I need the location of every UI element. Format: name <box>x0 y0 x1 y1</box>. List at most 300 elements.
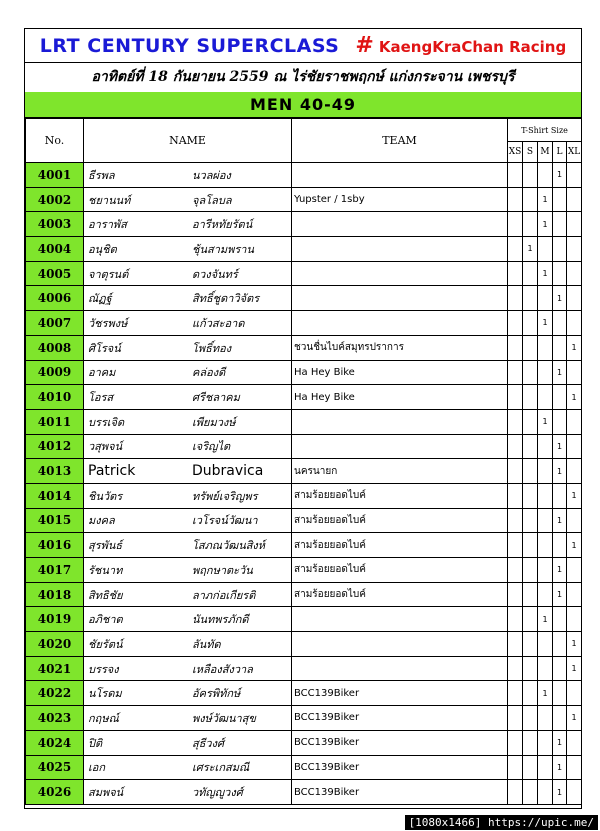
bib-number: 4021 <box>26 656 84 681</box>
last-name: ชุ้นสามพราน <box>192 242 254 256</box>
size-cell-m <box>538 780 553 805</box>
title-row <box>25 29 581 63</box>
bib-number: 4019 <box>26 607 84 632</box>
bib-number: 4022 <box>26 681 84 706</box>
size-cell-m: 1 <box>538 681 553 706</box>
size-cell-xs <box>508 780 523 805</box>
size-cell-xl <box>567 261 582 286</box>
bib-number: 4008 <box>26 335 84 360</box>
rider-name <box>84 409 292 434</box>
size-cell-s <box>523 187 538 212</box>
bib-number: 4017 <box>26 558 84 583</box>
rider-name <box>84 730 292 755</box>
header-size-xl: XL <box>567 142 582 163</box>
last-name: ศรีชลาคม <box>192 391 240 405</box>
bib-number: 4007 <box>26 311 84 336</box>
size-cell-xl <box>567 212 582 237</box>
last-name: ดวงจันทร์ <box>192 267 238 281</box>
size-cell-xl <box>567 163 582 188</box>
last-name: สุธีวงศ์ <box>192 736 224 750</box>
table-row <box>26 360 582 385</box>
size-cell-s <box>523 755 538 780</box>
bib-number: 4015 <box>26 508 84 533</box>
first-name: อาราพัส <box>88 218 127 232</box>
size-cell-xl <box>567 755 582 780</box>
size-cell-xs <box>508 286 523 311</box>
rider-team: สามร้อยยอดไบค์ <box>292 483 508 508</box>
rider-name <box>84 607 292 632</box>
size-cell-xl <box>567 508 582 533</box>
size-cell-l <box>553 607 567 632</box>
last-name: อารีหทัยรัตน์ <box>192 218 253 232</box>
size-cell-l <box>553 335 567 360</box>
bib-number: 4016 <box>26 533 84 558</box>
size-cell-l <box>553 656 567 681</box>
size-cell-m <box>538 434 553 459</box>
size-cell-xs <box>508 237 523 262</box>
header-team: TEAM <box>292 119 508 163</box>
size-cell-xl <box>567 780 582 805</box>
rider-name <box>84 582 292 607</box>
rider-team <box>292 656 508 681</box>
size-cell-l: 1 <box>553 780 567 805</box>
size-cell-m <box>538 632 553 657</box>
rider-name <box>84 212 292 237</box>
size-cell-xs <box>508 311 523 336</box>
rider-team: สามร้อยยอดไบค์ <box>292 533 508 558</box>
rider-name <box>84 163 292 188</box>
table-row <box>26 335 582 360</box>
size-cell-m <box>538 163 553 188</box>
first-name: ธีรพล <box>88 168 115 182</box>
rider-name <box>84 360 292 385</box>
size-cell-s <box>523 607 538 632</box>
table-row <box>26 558 582 583</box>
size-cell-m: 1 <box>538 311 553 336</box>
first-name: นโรดม <box>88 687 122 701</box>
last-name: เศระเกสมณี <box>192 761 250 775</box>
rider-name <box>84 261 292 286</box>
first-name: กฤษณ์ <box>88 711 119 725</box>
size-cell-xs <box>508 632 523 657</box>
size-cell-s <box>523 681 538 706</box>
size-cell-xs <box>508 656 523 681</box>
size-cell-s: 1 <box>523 237 538 262</box>
size-cell-xl <box>567 311 582 336</box>
header-size-l: L <box>553 142 567 163</box>
last-name: พฤกษาตะวัน <box>192 563 253 577</box>
size-cell-s <box>523 656 538 681</box>
first-name: วสุพจน์ <box>88 440 123 454</box>
first-name: บรรจง <box>88 662 119 676</box>
last-name: นวลผ่อง <box>192 168 231 182</box>
size-cell-xs <box>508 730 523 755</box>
size-cell-s <box>523 582 538 607</box>
first-name: อาคม <box>88 366 116 380</box>
size-cell-m <box>538 706 553 731</box>
size-cell-l: 1 <box>553 558 567 583</box>
size-cell-s <box>523 434 538 459</box>
organizer-team: KaengKraChan Racing <box>378 38 567 56</box>
size-cell-s <box>523 632 538 657</box>
bib-number: 4024 <box>26 730 84 755</box>
size-cell-m <box>538 385 553 410</box>
size-cell-s <box>523 311 538 336</box>
size-cell-xl <box>567 409 582 434</box>
table-row <box>26 656 582 681</box>
table-row <box>26 286 582 311</box>
size-cell-s <box>523 533 538 558</box>
size-cell-l <box>553 385 567 410</box>
size-cell-l <box>553 533 567 558</box>
size-cell-xl: 1 <box>567 632 582 657</box>
header-tshirt: T-Shirt Size <box>508 119 582 142</box>
size-cell-xl <box>567 681 582 706</box>
size-cell-s <box>523 261 538 286</box>
first-name: ชยานนท์ <box>88 193 131 207</box>
last-name: สิทธิ์ชูดาวิจัตร <box>192 292 260 306</box>
first-name: อนุชิต <box>88 242 117 256</box>
table-row <box>26 385 582 410</box>
bib-number: 4023 <box>26 706 84 731</box>
riders-table <box>25 118 582 805</box>
bib-number: 4025 <box>26 755 84 780</box>
bib-number: 4003 <box>26 212 84 237</box>
hash-symbol: # <box>355 33 374 58</box>
size-cell-m: 1 <box>538 607 553 632</box>
size-cell-l <box>553 483 567 508</box>
size-cell-m <box>538 533 553 558</box>
first-name: สมพจน์ <box>88 786 124 800</box>
size-cell-m: 1 <box>538 187 553 212</box>
size-cell-xl: 1 <box>567 483 582 508</box>
size-cell-m <box>538 459 553 484</box>
rider-team: BCC139Biker <box>292 755 508 780</box>
first-name: สิทธิชัย <box>88 588 123 602</box>
last-name: ทรัพย์เจริญพร <box>192 489 258 503</box>
last-name: คล่องดี <box>192 366 226 380</box>
size-cell-xl <box>567 558 582 583</box>
size-cell-l <box>553 409 567 434</box>
header-name: NAME <box>84 119 292 163</box>
size-cell-xl <box>567 730 582 755</box>
size-cell-s <box>523 780 538 805</box>
size-cell-s <box>523 483 538 508</box>
rider-name <box>84 632 292 657</box>
bib-number: 4011 <box>26 409 84 434</box>
rider-team <box>292 261 508 286</box>
size-cell-l <box>553 261 567 286</box>
size-cell-s <box>523 459 538 484</box>
rider-name <box>84 681 292 706</box>
size-cell-m <box>538 755 553 780</box>
size-cell-l: 1 <box>553 755 567 780</box>
rider-name <box>84 483 292 508</box>
size-cell-xs <box>508 681 523 706</box>
last-name: Dubravica <box>192 463 264 480</box>
size-cell-l <box>553 632 567 657</box>
size-cell-m <box>538 483 553 508</box>
first-name: ณัฏฐ์ <box>88 292 112 306</box>
size-cell-xs <box>508 385 523 410</box>
table-row <box>26 607 582 632</box>
rider-team <box>292 237 508 262</box>
rider-team <box>292 286 508 311</box>
header-no: No. <box>26 119 84 163</box>
size-cell-xl <box>567 459 582 484</box>
rider-team: Ha Hey Bike <box>292 385 508 410</box>
rider-team <box>292 607 508 632</box>
bib-number: 4020 <box>26 632 84 657</box>
last-name: ลาภก่อเกียรติ <box>192 588 256 602</box>
size-cell-xs <box>508 483 523 508</box>
size-cell-xs <box>508 163 523 188</box>
first-name: โอรส <box>88 391 114 405</box>
last-name: โสภณวัฒนสิงห์ <box>192 539 266 553</box>
first-name: ศิโรจน์ <box>88 341 121 355</box>
rider-name <box>84 508 292 533</box>
size-cell-l <box>553 311 567 336</box>
size-cell-s <box>523 730 538 755</box>
size-cell-s <box>523 558 538 583</box>
size-cell-xl <box>567 286 582 311</box>
size-cell-l <box>553 706 567 731</box>
last-name: เหลืองสังวาล <box>192 662 253 676</box>
size-cell-s <box>523 385 538 410</box>
size-cell-xl: 1 <box>567 385 582 410</box>
rider-team: BCC139Biker <box>292 730 508 755</box>
header-size-s: S <box>523 142 538 163</box>
table-row <box>26 311 582 336</box>
last-name: เจริญไต <box>192 440 231 454</box>
rider-name <box>84 311 292 336</box>
header-size-xs: XS <box>508 142 523 163</box>
size-cell-xs <box>508 360 523 385</box>
size-cell-l: 1 <box>553 730 567 755</box>
size-cell-m <box>538 335 553 360</box>
size-cell-s <box>523 508 538 533</box>
team-heading <box>355 33 566 58</box>
bib-number: 4010 <box>26 385 84 410</box>
size-cell-s <box>523 335 538 360</box>
size-cell-l: 1 <box>553 582 567 607</box>
rider-team <box>292 434 508 459</box>
rider-team <box>292 409 508 434</box>
first-name: ชัยรัตน์ <box>88 637 123 651</box>
size-cell-xs <box>508 434 523 459</box>
size-cell-m: 1 <box>538 409 553 434</box>
size-cell-xl: 1 <box>567 533 582 558</box>
size-cell-l <box>553 212 567 237</box>
table-row <box>26 409 582 434</box>
last-name: เพียมวงษ์ <box>192 415 236 429</box>
size-cell-m: 1 <box>538 212 553 237</box>
rider-team: ชวนชื่นไบค์สมุทรปราการ <box>292 335 508 360</box>
size-cell-xl <box>567 434 582 459</box>
size-cell-m <box>538 360 553 385</box>
rider-name <box>84 459 292 484</box>
size-cell-l <box>553 187 567 212</box>
rider-name <box>84 755 292 780</box>
entry-list-sheet <box>24 28 582 809</box>
bib-number: 4012 <box>26 434 84 459</box>
rider-name <box>84 385 292 410</box>
size-cell-xs <box>508 508 523 533</box>
size-cell-m <box>538 286 553 311</box>
size-cell-xs <box>508 261 523 286</box>
size-cell-xl <box>567 582 582 607</box>
size-cell-l <box>553 681 567 706</box>
rider-name <box>84 434 292 459</box>
table-row <box>26 730 582 755</box>
bib-number: 4004 <box>26 237 84 262</box>
table-row <box>26 459 582 484</box>
size-cell-xs <box>508 582 523 607</box>
table-row <box>26 261 582 286</box>
last-name: วทัญญูวงศ์ <box>192 786 243 800</box>
size-cell-l: 1 <box>553 163 567 188</box>
size-cell-l: 1 <box>553 508 567 533</box>
first-name: อภิชาต <box>88 613 123 627</box>
last-name: พงษ์วัฒนาสุข <box>192 711 256 725</box>
rider-team <box>292 311 508 336</box>
header-size-m: M <box>538 142 553 163</box>
size-cell-m: 1 <box>538 261 553 286</box>
rider-name <box>84 533 292 558</box>
rider-name <box>84 187 292 212</box>
last-name: ลันทัด <box>192 637 221 651</box>
rider-name <box>84 237 292 262</box>
table-row <box>26 681 582 706</box>
size-cell-l: 1 <box>553 360 567 385</box>
size-cell-s <box>523 286 538 311</box>
rider-team: สามร้อยยอดไบค์ <box>292 558 508 583</box>
size-cell-xs <box>508 187 523 212</box>
table-row <box>26 434 582 459</box>
size-cell-l: 1 <box>553 434 567 459</box>
size-cell-xs <box>508 755 523 780</box>
table-row <box>26 706 582 731</box>
size-cell-m <box>538 508 553 533</box>
table-row <box>26 780 582 805</box>
rider-team: BCC139Biker <box>292 780 508 805</box>
table-row <box>26 582 582 607</box>
table-row <box>26 187 582 212</box>
last-name: โพธิ์ทอง <box>192 341 232 355</box>
rider-name <box>84 656 292 681</box>
bib-number: 4013 <box>26 459 84 484</box>
first-name: เอก <box>88 761 106 775</box>
rider-team: Yupster / 1sby <box>292 187 508 212</box>
table-row <box>26 508 582 533</box>
table-row <box>26 237 582 262</box>
rider-name <box>84 706 292 731</box>
table-row <box>26 632 582 657</box>
table-row <box>26 163 582 188</box>
size-cell-xs <box>508 607 523 632</box>
size-cell-l: 1 <box>553 459 567 484</box>
size-cell-xs <box>508 558 523 583</box>
bib-number: 4009 <box>26 360 84 385</box>
size-cell-xl: 1 <box>567 706 582 731</box>
category-banner: MEN 40-49 <box>25 92 581 118</box>
first-name: ปิติ <box>88 736 103 750</box>
first-name: จาตุรนต์ <box>88 267 129 281</box>
size-cell-l <box>553 237 567 262</box>
size-cell-l: 1 <box>553 286 567 311</box>
first-name: วัชรพงษ์ <box>88 316 128 330</box>
rider-team <box>292 632 508 657</box>
rider-team: Ha Hey Bike <box>292 360 508 385</box>
size-cell-s <box>523 212 538 237</box>
last-name: นันทพรภักดี <box>192 613 249 627</box>
table-row <box>26 533 582 558</box>
rider-team: BCC139Biker <box>292 681 508 706</box>
size-cell-xs <box>508 706 523 731</box>
bib-number: 4026 <box>26 780 84 805</box>
bib-number: 4002 <box>26 187 84 212</box>
bib-number: 4018 <box>26 582 84 607</box>
size-cell-xl: 1 <box>567 656 582 681</box>
first-name: Patrick <box>88 463 136 480</box>
rider-team: สามร้อยยอดไบค์ <box>292 508 508 533</box>
last-name: เวโรจน์วัฒนา <box>192 514 258 528</box>
size-cell-xs <box>508 409 523 434</box>
size-cell-m <box>538 656 553 681</box>
size-cell-s <box>523 409 538 434</box>
first-name: มงคล <box>88 514 115 528</box>
size-cell-xs <box>508 533 523 558</box>
first-name: ชินวัตร <box>88 489 123 503</box>
event-title: LRT CENTURY SUPERCLASS <box>39 34 340 57</box>
size-cell-xs <box>508 212 523 237</box>
rider-name <box>84 780 292 805</box>
rider-team: BCC139Biker <box>292 706 508 731</box>
size-cell-m <box>538 730 553 755</box>
rider-name <box>84 558 292 583</box>
bib-number: 4001 <box>26 163 84 188</box>
size-cell-m <box>538 237 553 262</box>
size-cell-s <box>523 706 538 731</box>
table-row <box>26 212 582 237</box>
first-name: รัชนาท <box>88 563 123 577</box>
rider-name <box>84 335 292 360</box>
size-cell-xl: 1 <box>567 335 582 360</box>
size-cell-xl <box>567 237 582 262</box>
size-cell-s <box>523 163 538 188</box>
first-name: สุรพันธ์ <box>88 539 123 553</box>
size-cell-xs <box>508 459 523 484</box>
table-row <box>26 483 582 508</box>
last-name: จุลโลบล <box>192 193 232 207</box>
watermark: [1080x1466] https://upic.me/ <box>405 815 598 830</box>
rider-team: นครนายก <box>292 459 508 484</box>
size-cell-m <box>538 558 553 583</box>
size-cell-m <box>538 582 553 607</box>
size-cell-xl <box>567 607 582 632</box>
bib-number: 4014 <box>26 483 84 508</box>
rider-team: สามร้อยยอดไบค์ <box>292 582 508 607</box>
size-cell-xs <box>508 335 523 360</box>
rider-team <box>292 163 508 188</box>
first-name: บรรเจิด <box>88 415 125 429</box>
event-date-location: อาทิตย์ที่ 18 กันยายน 2559 ณ ไร่ชัยราชพฤกษ์ แก่งกระจาน เพชรบุรี <box>25 62 581 93</box>
table-row <box>26 755 582 780</box>
rider-team <box>292 212 508 237</box>
last-name: อัครพิทักษ์ <box>192 687 241 701</box>
size-cell-xl <box>567 360 582 385</box>
rider-name <box>84 286 292 311</box>
